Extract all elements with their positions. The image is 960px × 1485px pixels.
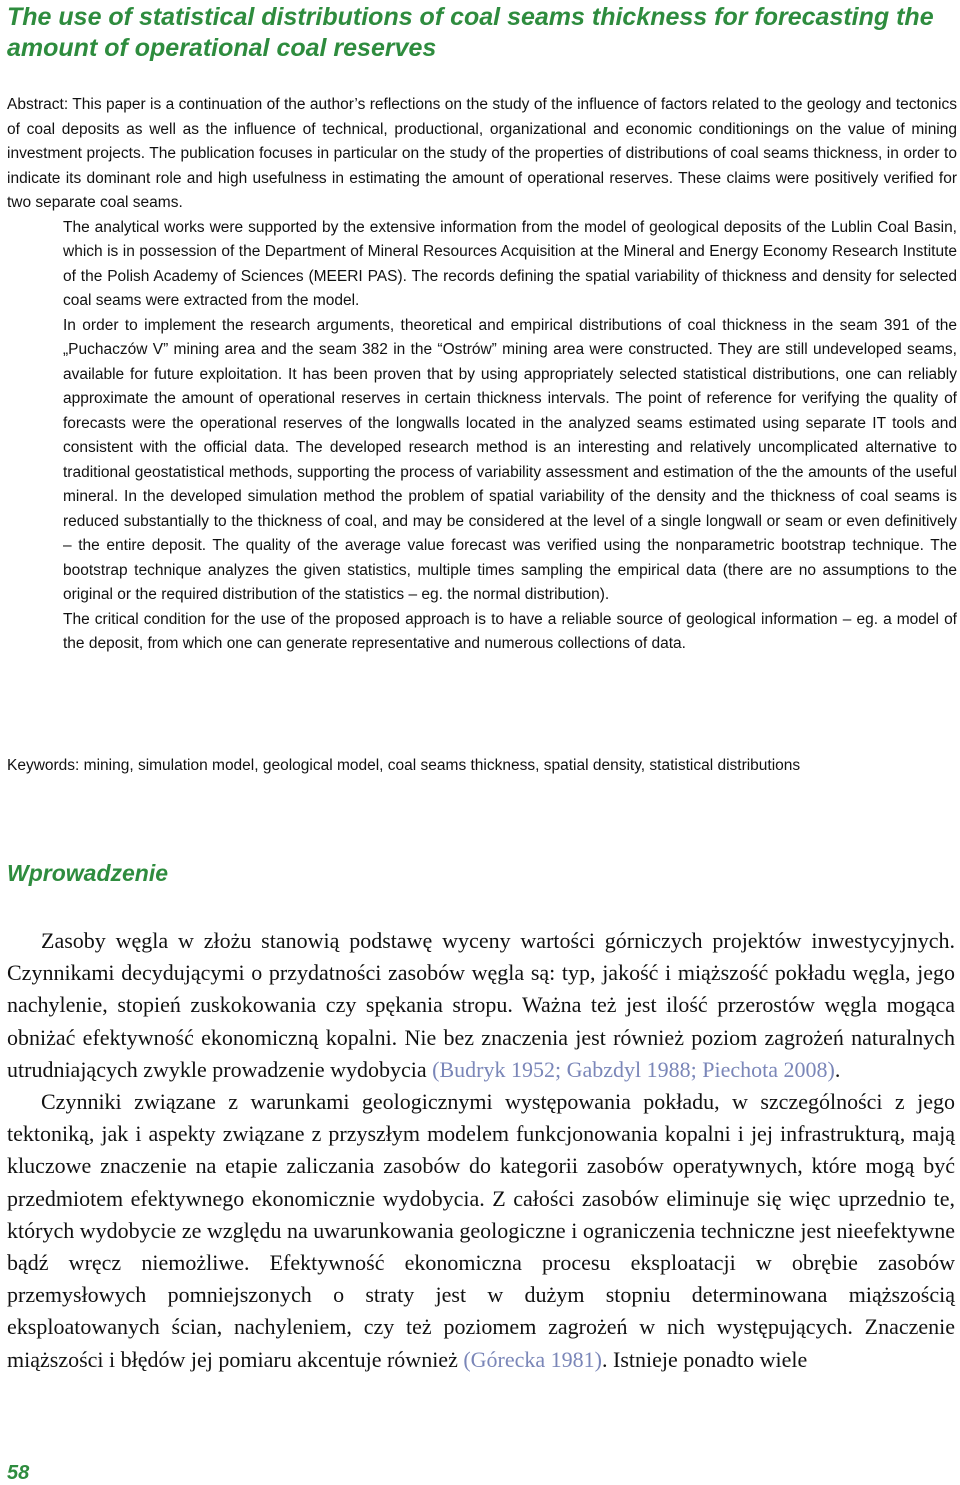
- paper-title: The use of statistical distributions of coal seams thickness for forecasting the amount of operational coal reserves: [7, 3, 934, 62]
- body-paragraph-text: Czynniki związane z warunkami geologicznymi występowania pokładu, w szczególności z jego tektoniką, jak i aspekty związane z przyszłym modelem funkcjonowania kopalni i jej infrastrukturą, mają kluczowe znaczenie na etapie zaliczania zasobów do kategorii zasobów operatywnych, które mogą być przedmiotem efektywnego ekonomicznie wydobycia. Z całości zasobów eliminuje się więc uprzednio te, których wydobycie ze względu na uwarunkowania geologiczne i ograniczenia techniczne jest nieefektywne bądź wręcz niemożliwe. Efektywność ekonomiczna procesu eksploatacji w obrębie zasobów przemysłowych pomniejszonych o straty jest w dużym stopniu determinowana miąższością eksploatowanych ścian, nachyleniem, czy też poziomem zagrożeń w nich występujących. Znaczenie miąższości i błędów jej pomiaru akcentuje również: [7, 1089, 955, 1372]
- abstract-paragraph: [7, 93, 957, 216]
- page-number: 58: [7, 1462, 30, 1484]
- abstract-text-2: The analytical works were supported by the extensive information from the model of geological deposits of the Lublin Coal Basin, which is in possession of the Department of Mineral Resources Acquisition at the Mineral and Energy Economy Research Institute of the Polish Academy of Sciences (MEERI PAS). The records defining the spatial variability of thickness and density for selected coal seams were extracted from the model.: [63, 218, 957, 309]
- body-paragraph-end: .: [834, 1056, 841, 1082]
- abstract: [7, 93, 957, 657]
- body-paragraph-text: Zasoby węgla w złożu stanowią podstawę wyceny wartości górniczych projektów inwestycyjnych. Czynnikami decydującymi o przydatności zasobów węgla są: typ, jakość i miąższość pokładu węgla, jego nachylenie, stopień zuskokowania czy spękania stropu. Ważna też jest ilość przerostów węgla mogąca obniżać efektywność ekonomiczną kopalni. Nie bez znaczenia jest również poziom zagrożeń naturalnych utrudniających zwykle prowadzenie wydobycia: [7, 928, 955, 1082]
- citation-link[interactable]: (Budryk 1952; Gabzdyl 1988; Piechota 2008): [432, 1056, 835, 1082]
- citation-link[interactable]: (Górecka 1981): [463, 1346, 603, 1372]
- body-paragraph-end: . Istnieje ponadto wiele: [602, 1346, 808, 1372]
- section-heading: Wprowadzenie: [7, 860, 169, 886]
- body-paragraph: [7, 1086, 955, 1376]
- abstract-text-1: This paper is a continuation of the author’s reflections on the study of the influence of factors related to the geology and tectonics of coal deposits as well as the influence of technical, productional, organizational and economic conditionings on the value of mining investment projects. The publication focuses in particular on the study of the properties of distributions of coal seams thickness, in order to indicate its dominant role and high usefulness in estimating the amount of operational reserves. These claims were positively verified for two separate coal seams.: [7, 96, 957, 211]
- body-text: [7, 925, 955, 1376]
- abstract-label: Abstract:: [7, 96, 69, 113]
- abstract-text-4: The critical condition for the use of the proposed approach is to have a reliable source of geological information – eg. a model of the deposit, from which one can generate representative and numerous collections of data.: [63, 610, 957, 652]
- keywords: Keywords: mining, simulation model, geological model, coal seams thickness, spatial density, statistical distributions: [7, 757, 801, 774]
- body-paragraph: [7, 925, 955, 1086]
- abstract-text-3: In order to implement the research arguments, theoretical and empirical distributions of coal thickness in the seam 391 of the „Puchaczów V” mining area and the seam 382 in the “Ostrów” mining area were constructed. They are still undeveloped seams, available for future exploitation. It has been proven that by using appropriately selected statistical distributions, one can reliably approximate the amount of operational reserves in certain thickness intervals. The point of reference for verifying the quality of forecasts were the operational reserves of the longwalls located in the analyzed seams estimated using separate IT tools and consistent with the official data. The developed research method is an interesting and relatively uncomplicated alternative to traditional geostatistical methods, supporting the process of variability assessment and estimation of the the amounts of the useful mineral. In the developed simulation method the problem of spatial variability of the density and the thickness of coal seams is reduced substantially to the thickness of coal, and may be considered at the level of a single longwall or seam or even definitively – the entire deposit. The quality of the average value forecast was verified using the nonparametric bootstrap technique. The bootstrap technique analyzes the given statistics, multiple times sampling the empirical data (there are no assumptions to the original or the required distribution of the statistics – eg. the normal distribution).: [63, 316, 957, 603]
